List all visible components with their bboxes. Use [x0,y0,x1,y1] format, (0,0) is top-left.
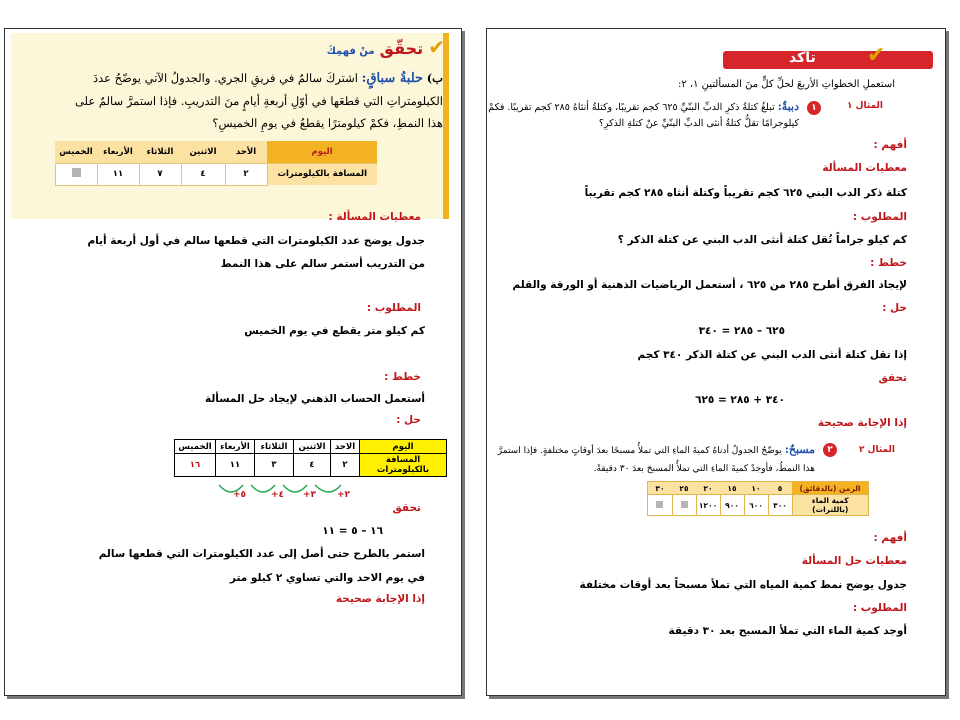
pool-table-row1-label: الزمن (بالدقائق) [792,482,869,495]
givens-label: معطيات المسألة : [328,211,421,223]
solve-table [174,439,447,477]
checkmark-icon: ✔ [867,43,886,68]
right-page [486,28,946,696]
solve-table-value: ٢ [331,454,360,477]
banner-title: تأكد [789,50,816,66]
understand-2-label: أفهم : [873,532,907,544]
example-2-number: ٢ [827,445,833,455]
check-table-day: الاثنين [181,141,225,163]
pool-table-time: ٥ [768,482,792,495]
verify-label: تحقق [392,502,421,514]
givens-text: كتلة ذكر الدب البني ٦٢٥ كجم تقريباً وكتلة أنثاه ٢٨٥ كجم تقريباً [584,187,907,199]
pool-table-row2-label: كمية الماء (باللترات) [792,495,869,516]
plan-text: أستعمل الحساب الذهني لإيجاد حل المسألة [204,393,425,405]
example-1-line-1: تبلغُ كتلةُ ذكرِ الدبِّ البنّيِّ ٦٢٥ كجم تقريبًا، وكتلةُ أنثاهُ ٢٨٥ كجم تقريبًا. فكمْ [488,102,775,113]
check-table-day: الأربعاء [97,141,139,163]
example-1-text [488,99,799,132]
verify-equation: ١٦ – ٥ = ١١ [322,525,383,537]
givens-label: معطيات المسألة [822,162,907,174]
verify-equation: ٣٤٠ + ٢٨٥ = ٦٢٥ [695,394,785,406]
example-1-label: المثال ١ [847,101,883,111]
verify-line-1: استمر بالطرح حتى أصل إلى عدد الكيلومترات التي قطعها سالم [98,548,425,560]
problem-letter: ب) [426,71,443,85]
solve-table-day: الأربعاء [216,440,255,454]
example-2-name: مسبحٌ: [784,443,815,456]
step-label: +٣ [303,490,317,500]
pool-table-time: ٢٥ [672,482,696,495]
solve-table-value: ١٦ [175,454,216,477]
check-table-unknown [55,163,97,185]
pool-table-unknown [648,495,673,516]
plan-text: لإيجاد الفرق أطرح ٢٨٥ من ٦٢٥ ، أستعمل الرياضيات الذهنية أو الورقة والقلم [512,279,907,291]
step-label: +٥ [233,490,247,500]
box-right-border [443,33,449,219]
solve-table-day: الاثنين [294,440,331,454]
solve-label: حل : [396,414,421,426]
check-table-day: الخميس [55,141,97,163]
checkmark-icon: ✔ [428,35,445,59]
check-table-day: الأحد [225,141,267,163]
check-title: تحقّق [379,39,424,58]
solve-table-header-label: اليوم [360,440,447,454]
solve-table-row-label: المسافة بالكيلومترات [360,454,447,477]
solve-table-day: الخميس [175,440,216,454]
check-table-value: ١١ [97,163,139,185]
pool-table-time: ٣٠ [648,482,673,495]
pool-table [647,481,869,516]
required-label: المطلوب : [366,302,421,314]
unknown-square [72,168,81,177]
check-table-row-label: المسافة بالكيلومترات [267,163,377,185]
verify-line-2: في يوم الاحد والتي تساوي ٢ كيلو متر [229,572,425,584]
givens-2-label: معطيات حل المسألة [801,555,907,567]
solve-equation: ٦٢٥ – ٢٨٥ = ٣٤٠ [698,325,785,337]
example-1-number: ١ [811,103,817,113]
problem-name: حلبةُ سباقٍ: [361,71,424,86]
example-2-line-2: هذا النمطُ، فأوجدْ كميةَ الماءِ التي تملأُ المسبحَ بعدَ ٣٠ دقيقةً. [593,464,815,474]
solve-table-value: ٣ [255,454,294,477]
example-2-line-1: يوضّحُ الجدولُ أدناهُ كميةَ الماءِ التي تملأُ مسبحًا بعدَ أوقاتٍ مختلفةٍ. فإذا استمرَّ [497,446,782,456]
givens-line-2: من التدريب أستمر سالم على هذا النمط [220,258,425,270]
correct-answer: إذا الإجابة صحيحة [335,593,425,605]
check-title-small: منْ فهمِكَ [326,46,375,57]
unknown-square [656,501,663,508]
solve-table-value: ٤ [294,454,331,477]
example-1-line-2: كيلوجرامًا تقلُّ كتلةُ أنثى الدبِّ البنّيِّ عنْ كتلةِ الذكرِ؟ [598,118,799,129]
step-label: +٢ [337,490,351,500]
check-table-value: ٢ [225,163,267,185]
required-2-text: أوجد كمية الماء التي تملأ المسبح بعد ٣٠ دقيقة [668,625,907,637]
pool-table-water: ٣٠٠ [768,495,792,516]
unknown-square [681,501,688,508]
required-2-label: المطلوب : [852,602,907,614]
left-page [4,28,462,696]
solve-label: حل : [882,302,907,314]
plan-label: خطط : [870,257,907,269]
check-table-value: ٧ [139,163,181,185]
example-2-label: المثال ٢ [859,445,895,455]
example-2-text [498,441,815,478]
pool-table-unknown [672,495,696,516]
check-header [327,35,445,59]
required-text: كم كيلو متر يقطع في يوم الخميس [244,325,425,337]
pool-table-time: ١٥ [720,482,744,495]
pool-table-water: ٩٠٠ [720,495,744,516]
pool-table-water: ٦٠٠ [744,495,768,516]
plan-label: خطط : [384,371,421,383]
confirm-banner [723,51,933,69]
solve-table-day: الاحد [331,440,360,454]
example-1-name: دببةٌ: [777,100,799,113]
problem-line-1: اشتركَ سالمٌ في فريقِ الجري. والجدولُ الآتي يوضّحُ عددَ [92,71,358,85]
pool-table-time: ٢٠ [696,482,720,495]
required-text: كم كيلو جراماً تُقل كتلة أنثى الدب البني عن كتلة الذكر ؟ [617,234,907,246]
solve-table-day: الثلاثاء [255,440,294,454]
givens-line-1: جدول يوضح عدد الكيلومترات التي قطعها سالم في أول أربعة أيام [87,235,425,247]
intro-text: استعملِ الخطواتِ الأربعَ لحلِّ كلٍّ منَ المسألتينِ ١، ٢: [677,79,895,90]
required-label: المطلوب : [852,211,907,223]
understand-label: أفهم : [873,139,907,151]
pool-table-water: ١٢٠٠ [696,495,720,516]
check-table-day: الثلاثاء [139,141,181,163]
example-2-number-badge [823,443,837,457]
correct-answer: إذا الإجابة صحيحة [817,417,907,429]
check-problem-text [23,67,443,134]
problem-line-2: الكيلومتراتِ التي قطعَها في أوّلِ أربعةِ أيامٍ منَ التدريبِ. فإذا استمرَّ سالمٌ على [74,94,443,108]
check-table-header-label: اليوم [267,141,377,163]
check-table-value: ٤ [181,163,225,185]
check-table [55,141,378,186]
verify-label: تحقق [878,372,907,384]
problem-line-3: هذا النمطِ، فكمْ كيلومترًا يقطعُ في يومِ الخميسِ؟ [212,116,443,130]
example-1-number-badge [807,101,821,115]
givens-2-text: جدول يوضح نمط كمية المياه التي تملأ مسبحاً بعد أوقات مختلفة [579,579,907,591]
pool-table-time: ١٠ [744,482,768,495]
solve-table-value: ١١ [216,454,255,477]
step-label: +٤ [271,490,285,500]
solve-result: إذا تقل كتلة أنثى الدب البني عن كتلة الذكر ٣٤٠ كجم [637,349,907,361]
